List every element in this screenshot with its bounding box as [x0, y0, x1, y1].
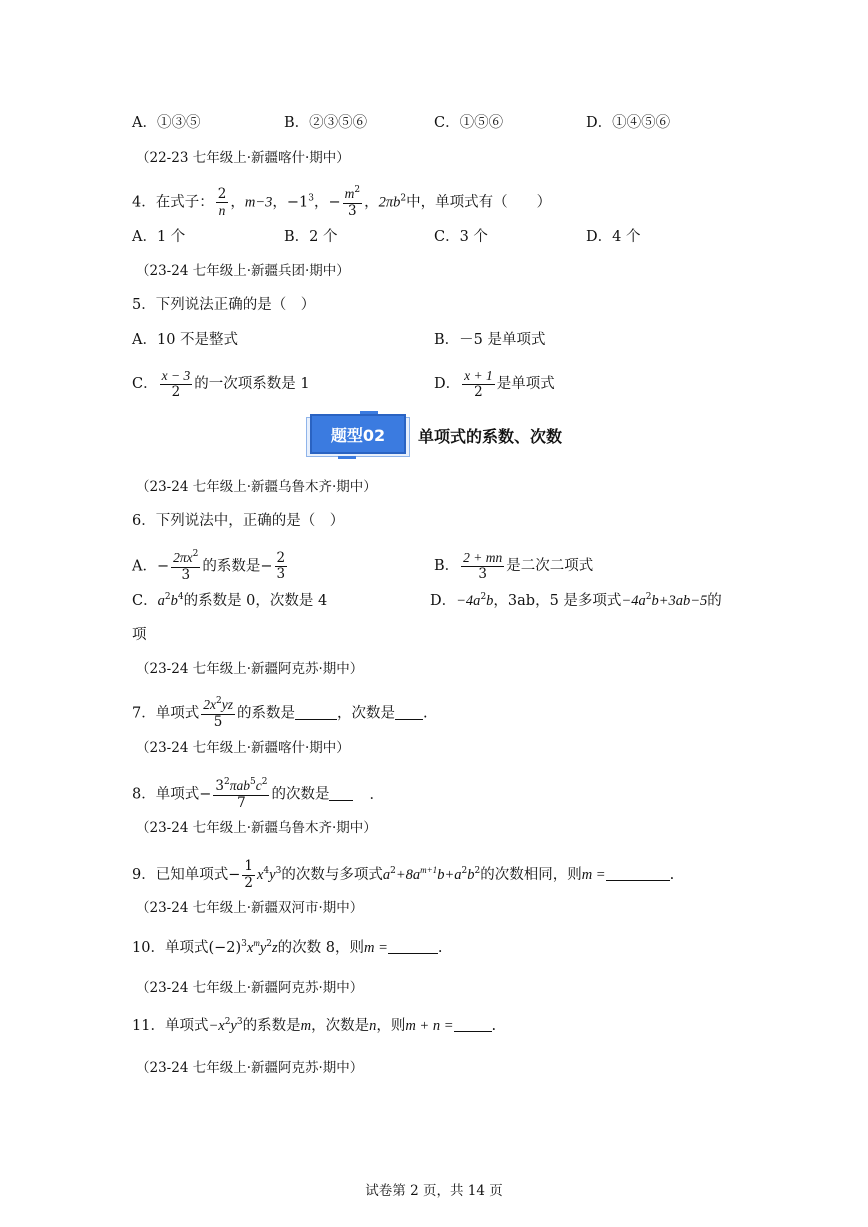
q10-blank-m[interactable] — [388, 939, 438, 954]
q4-source: （22-23 七年级上·新疆喀什·期中） — [136, 150, 350, 166]
q10-stem: 10．单项式$(-2)^3x^my^2z$的次数 8，则m = . — [132, 938, 443, 956]
q6-option-a[interactable]: A．− $\frac{2\pi x^2}{3}$ 的系数是− $\frac{2}{3}$ — [132, 549, 286, 583]
q8-blank-degree[interactable] — [329, 786, 353, 801]
q4-option-c[interactable]: C．3 个 — [434, 229, 488, 245]
q11-stem: 11．单项式$-x^2y^3$的系数是m，次数是n，则m + n = . — [132, 1017, 497, 1034]
q6-option-d[interactable]: D．$-4a^2b$，3ab，5 是多项式$-4a^2b+3ab-5$的 — [430, 592, 722, 609]
q7-blank-coefficient[interactable] — [295, 705, 337, 720]
q8-source: （23-24 七年级上·新疆喀什·期中） — [136, 740, 350, 756]
q6-option-d-wrap: 项 — [132, 627, 147, 643]
q8-stem: 8．单项式− $\frac{3^2\pi ab^5c^2}{7}$ 的次数是 ． — [132, 777, 384, 811]
q3-option-b[interactable]: B．②③⑤⑥ — [284, 115, 368, 131]
q3-option-a[interactable]: A．①③⑤ — [132, 115, 201, 131]
q4-option-a[interactable]: A．1 个 — [132, 229, 186, 245]
q7-blank-degree[interactable] — [395, 705, 423, 720]
q4-option-d[interactable]: D．4 个 — [586, 229, 641, 245]
q4-option-b[interactable]: B．2 个 — [284, 229, 338, 245]
q4-fraction-1: $\frac{2}{n}$ — [217, 185, 227, 219]
q5-option-a[interactable]: A．10 不是整式 — [132, 332, 239, 348]
q4-stem: 4．在式子： $\frac{2}{n}$ ，m−3，$-1^3$，− $\frac{m^2}{3}$ ，$2\pi b^2$中，单项式有（ ） — [132, 185, 552, 219]
q6-option-b[interactable]: B． $\frac{2 + mn}{3}$ 是二次二项式 — [434, 550, 594, 582]
q5-option-d[interactable]: D． $\frac{x + 1}{2}$ 是单项式 — [434, 368, 555, 400]
q3-option-c[interactable]: C．①⑤⑥ — [434, 115, 504, 131]
q9-blank-m[interactable] — [606, 866, 670, 881]
q9-stem: 9．已知单项式− $\frac{1}{2}$ $x^4y^3$的次数与多项式$a^2+8a^{m+1}b+a^2b^2$的次数相同，则m = . — [132, 858, 675, 891]
q7-source: （23-24 七年级上·新疆阿克苏·期中） — [136, 661, 364, 677]
q10-source: （23-24 七年级上·新疆双河市·期中） — [136, 900, 364, 916]
q7-stem: 7．单项式 $\frac{2x^2yz}{5}$ 的系数是 ，次数是 . — [132, 696, 428, 730]
q4-fraction-2: $\frac{m^2}{3}$ — [344, 185, 361, 219]
q5-stem: 5．下列说法正确的是（ ） — [132, 297, 316, 313]
q11-blank[interactable] — [454, 1017, 492, 1032]
next-question-source: （23-24 七年级上·新疆阿克苏·期中） — [136, 1060, 364, 1076]
section-title: 单项式的系数、次数 — [418, 427, 563, 446]
q5-option-b[interactable]: B．－5 是单项式 — [434, 332, 546, 348]
q5-option-c[interactable]: C． $\frac{x - 3}{2}$ 的一次项系数是 1 — [132, 368, 310, 400]
q6-option-c[interactable]: C．$a^2b^4$的系数是 0，次数是 4 — [132, 592, 328, 609]
q9-source: （23-24 七年级上·新疆乌鲁木齐·期中） — [136, 820, 377, 836]
section-badge: 题型02 — [300, 411, 416, 461]
q5-source: （23-24 七年级上·新疆兵团·期中） — [136, 263, 350, 279]
q11-source: （23-24 七年级上·新疆阿克苏·期中） — [136, 980, 364, 996]
q3-option-d[interactable]: D．①④⑤⑥ — [586, 115, 671, 131]
q6-source: （23-24 七年级上·新疆乌鲁木齐·期中） — [136, 479, 377, 495]
page-footer: 试卷第 2 页，共 14 页 — [365, 1183, 503, 1199]
q6-stem: 6．下列说法中，正确的是（ ） — [132, 513, 345, 529]
